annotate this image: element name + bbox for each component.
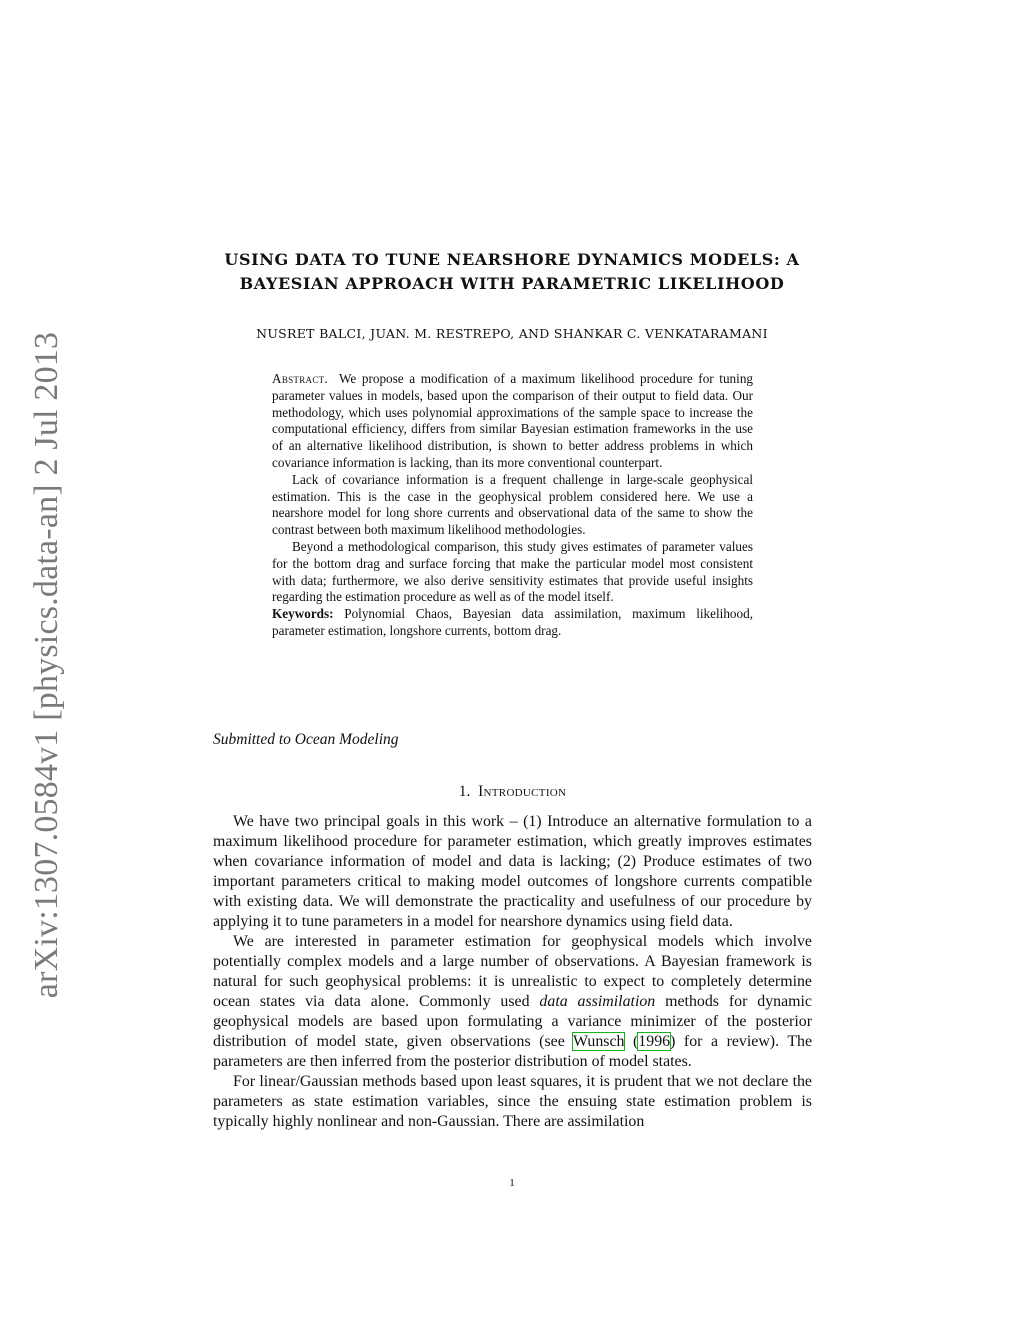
body-paragraph-3: For linear/Gaussian methods based upon least squares, it is prudent that we not declare the parameters as state estimation variables, since the ensuing state estimation problem is typically highly nonlinear and non-Gaussian. There are assimilation xyxy=(213,1073,812,1130)
body-paragraph-2-part-c: for a review). The parameters are then inferred from the posterior distribution of model states. xyxy=(213,1033,813,1070)
keywords-text: Polynomial Chaos, Bayesian data assimilation, maximum likelihood, parameter estimation, longshore currents, bottom drag. xyxy=(272,606,753,638)
abstract-text-1: We propose a modification of a maximum likelihood procedure for tuning parameter values in models, based upon the comparison of their output to field data. Our methodology, which uses polynomial approximations of the sample space to increase the computational efficiency, differs from similar Bayesian estimation frameworks in the use of an alternative likelihood distribution, is shown to better address problems in which covariance information is lacking, than its more conventional counterpart. xyxy=(272,371,754,470)
body-paragraph-2: We are interested in parameter estimation for geophysical models which involve potentially complex models and a large number of observations. A Bayesian framework is natural for such geophysical problems: it is unrealistic to expect to completely determine ocean states via data alone. Commonly used data assimilation methods for dynamic geophysical models are based upon formulating a variance minimizer of the posterior distribution of model state, given observations (see Wunsch (1996) for a review). The parameters are then inferred from the posterior distribution of model states. xyxy=(213,933,813,1070)
body-paragraph-1: We have two principal goals in this work – (1) Introduce an alternative formulation to a maximum likelihood procedure for parameter estimation, which greatly improves estimates when covariance information of model and data is lacking; (2) Produce estimates of two important parameters critical to making model outcomes of longshore currents compatible with existing data. We will demonstrate the practicality and usefulness of our procedure by applying it to tune parameters in a model for nearshore dynamics using field data. xyxy=(213,813,812,930)
citation-link-author[interactable]: Wunsch xyxy=(573,1033,625,1050)
abstract xyxy=(272,371,753,640)
keywords-label: Keywords: xyxy=(272,606,334,622)
body-text xyxy=(213,812,812,1132)
submission-note: Submitted to Ocean Modeling xyxy=(213,731,399,748)
citation-link-year[interactable]: 1996 xyxy=(638,1033,671,1050)
page-number: 1 xyxy=(509,1177,515,1189)
abstract-paragraph-1 xyxy=(272,371,753,472)
keywords xyxy=(272,606,753,640)
title-line-1: USING DATA TO TUNE NEARSHORE DYNAMICS MODELS: A xyxy=(224,250,800,269)
abstract-paragraph-2: Lack of covariance information is a frequent challenge in large-scale geophysical estimation. This is the case in the geophysical problem considered here. We use a nearshore model for long shore currents and observational data of the same to show the contrast between both maximum likelihood methodologies. xyxy=(272,471,753,538)
author-list: NUSRET BALCI, JUAN. M. RESTREPO, AND SHANKAR C. VENKATARAMANI xyxy=(256,326,768,341)
arxiv-identifier-stamp: arXiv:1307.0584v1 [physics.data-an] 2 Jul 2013 xyxy=(28,331,65,999)
paper-title xyxy=(200,248,824,296)
section-title: Introduction xyxy=(478,783,567,800)
body-paragraph-2-part-a: We are interested in parameter estimation for geophysical models which involve potentially complex models and a large number of observations. A Bayesian framework is natural for such geophysical problems: it is unrealistic to expect to completely determine ocean states via data alone. Commonly used xyxy=(213,933,812,1010)
section-heading-introduction xyxy=(213,783,812,801)
title-line-2: BAYESIAN APPROACH WITH PARAMETRIC LIKELIHOOD xyxy=(239,274,785,293)
body-italic-term: data assimilation xyxy=(539,993,656,1010)
abstract-label: Abstract. xyxy=(272,371,329,386)
abstract-paragraph-3: Beyond a methodological comparison, this study gives estimates of parameter values for the bottom drag and surface forcing that make the particular model most consistent with data; furthermore, we also derive sensitivity estimates that provide useful insights regarding the estimation procedure as well as of the model itself. xyxy=(272,538,753,605)
body-paragraph-2-part-b: methods for dynamic geophysical models are based upon formulating a variance minimizer of the posterior distribution of model state, given observations (see xyxy=(213,993,812,1050)
section-number: 1. xyxy=(458,783,471,800)
